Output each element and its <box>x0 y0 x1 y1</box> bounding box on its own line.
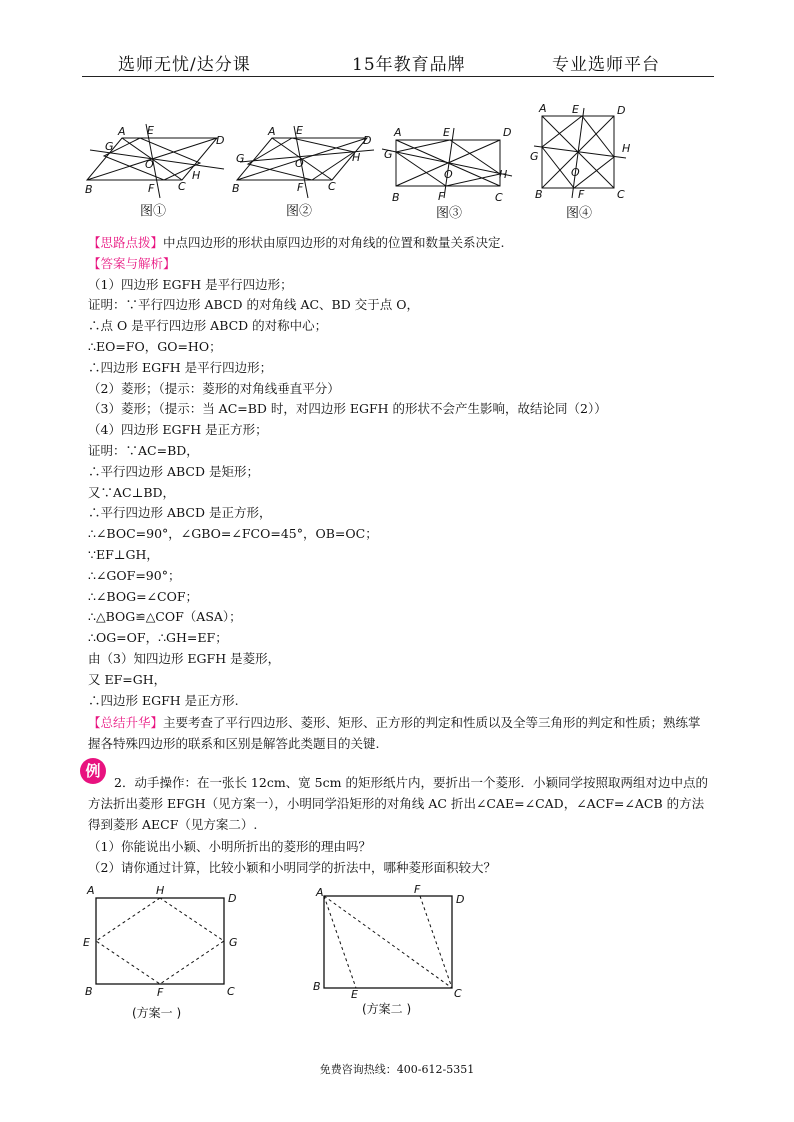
line-text: 中点四边形的形状由原四边形的对角线的位置和数量关系决定. <box>163 235 505 250</box>
summary-paragraph <box>88 712 710 754</box>
line-text: 证明：∵AC=BD， <box>88 442 199 458</box>
fig4-label-h: H <box>622 142 631 155</box>
fig1-label-d: D <box>216 134 225 147</box>
solution-line <box>88 295 728 316</box>
figure-4-caption: 图④ <box>566 206 593 221</box>
solution-line <box>88 358 728 379</box>
page-header <box>82 44 714 77</box>
example-text: 2．动手操作：在一张长 12cm、宽 5cm 的矩形纸片内，要折出一个菱形．小颖同学按照取两组对边中点的方法折出菱形 EFGH（见方案一），小明同学沿矩形的对角线 AC 折出∠CAE=∠CAD，∠ACF=∠ACB 的方法得到菱形 AECF（见方案二）. <box>88 775 708 832</box>
summary-text: 主要考查了平行四边形、菱形、矩形、正方形的判定和性质以及全等三角形的判定和性质；熟练掌握各特殊四边形的联系和区别是解答此类题目的关键. <box>88 715 701 751</box>
fig4-label-f: F <box>578 188 585 201</box>
line-text: ∴EO=FO，GO=HO； <box>88 338 222 354</box>
fig4-label-o: O <box>571 166 580 179</box>
line-text: （2）菱形；（提示：菱形的对角线垂直平分） <box>88 380 340 396</box>
question-2: （2）请你通过计算，比较小颖和小明同学的折法中，哪种菱形面积较大？ <box>88 860 496 875</box>
fig3-label-b: B <box>392 191 400 204</box>
fig1-label-g: G <box>105 140 114 153</box>
figure-4-square <box>522 94 642 206</box>
fig3-label-g: G <box>384 148 393 161</box>
figure-3-caption: 图③ <box>436 206 463 221</box>
line-text: ∴平行四边形 ABCD 是矩形； <box>88 463 259 479</box>
fig4-label-g: G <box>530 150 539 163</box>
solution-line <box>88 503 728 524</box>
fig1-label-o: O <box>145 158 154 171</box>
fig3-label-h: H <box>499 168 508 181</box>
fig1-label-c: C <box>178 180 186 193</box>
plan1-label-c: C <box>227 985 235 998</box>
example-badge: 例 <box>80 758 106 784</box>
fig4-label-a: A <box>539 102 547 115</box>
fig4-label-b: B <box>535 188 543 201</box>
line-text: 证明：∵平行四边形 ABCD 的对角线 AC、BD 交于点 O， <box>88 297 419 313</box>
fig2-label-h: H <box>352 151 361 164</box>
solution-line <box>88 628 728 649</box>
line-tag: 【答案与解析】 <box>88 255 176 271</box>
line-text: （1）四边形 EGFH 是平行四边形； <box>88 276 293 292</box>
fig4-label-d: D <box>617 104 626 117</box>
plan1-label-f: F <box>157 986 164 999</box>
figure-2-parallelogram <box>232 94 382 204</box>
solution-line <box>88 233 728 254</box>
line-text: 又 EF=GH， <box>88 671 167 687</box>
line-text: ∴平行四边形 ABCD 是正方形， <box>88 505 272 521</box>
line-text: 又∵AC⊥BD， <box>88 484 176 500</box>
fig3-label-c: C <box>495 191 503 204</box>
solution-line <box>88 483 728 504</box>
plan2-label-f: F <box>414 883 421 896</box>
plan1-label-a: A <box>87 884 95 897</box>
solution-line <box>88 691 728 712</box>
line-tag: 【思路点拨】 <box>88 235 164 250</box>
fig1-label-a: A <box>118 125 126 138</box>
solution-line <box>88 587 728 608</box>
line-text: ∴∠GOF=90°； <box>88 567 181 583</box>
figure-2-caption: 图② <box>286 204 313 219</box>
fig2-label-f: F <box>297 181 304 194</box>
figure-1-parallelogram <box>82 94 232 204</box>
header-middle-text: 15年教育品牌 <box>352 55 466 75</box>
line-text: ∴∠BOC=90°，∠GBO=∠FCO=45°，OB=OC； <box>88 526 378 542</box>
solution-line <box>88 670 728 691</box>
plan-1-figure <box>82 880 252 999</box>
line-text: （4）四边形 EGFH 是正方形； <box>88 422 268 438</box>
solution-line <box>88 462 728 483</box>
plan2-label-e: E <box>351 988 358 1001</box>
fig3-label-a: A <box>394 126 402 139</box>
fig2-label-c: C <box>328 180 336 193</box>
fig2-label-a: A <box>268 125 276 138</box>
plan-2-figure <box>310 880 480 1002</box>
fig1-label-b: B <box>85 183 93 196</box>
figure-row <box>82 94 722 224</box>
plan1-label-g: G <box>229 936 238 949</box>
line-text: ∴∠BOG=∠COF； <box>88 588 199 604</box>
plan2-label-c: C <box>454 987 462 1000</box>
line-text: ∵EF⊥GH， <box>88 546 159 562</box>
figure-3-rectangle <box>382 94 522 206</box>
solution-line <box>88 316 728 337</box>
line-text: ∴OG=OF，∴GH=EF； <box>88 630 228 646</box>
fig3-label-f: F <box>438 190 445 203</box>
figure-1-caption-box <box>138 94 139 95</box>
header-left-text: 选师无忧/达分课 <box>118 55 251 75</box>
plan2-label-d: D <box>456 893 465 906</box>
fig3-label-e: E <box>443 126 450 139</box>
plan1-label-d: D <box>228 892 237 905</box>
fig2-label-o: O <box>295 157 304 170</box>
fig4-label-c: C <box>617 188 625 201</box>
plan1-label-h: H <box>156 884 165 897</box>
line-text: 由（3）知四边形 EGFH 是菱形， <box>88 650 281 666</box>
solution-line <box>88 649 728 670</box>
solution-line <box>88 607 728 628</box>
fig2-label-b: B <box>232 182 240 195</box>
figure-1-caption: 图① <box>140 204 167 219</box>
solution-line <box>88 420 728 441</box>
fig3-label-d: D <box>503 126 512 139</box>
fig4-label-e: E <box>572 103 579 116</box>
footer-hotline: 免费咨询热线：400-612-5351 <box>319 1063 475 1076</box>
line-text: （3）菱形；（提示：当 AC=BD 时，对四边形 EGFH 的形状不会产生影响，故结论同（2）） <box>88 401 607 417</box>
header-right-text: 专业选师平台 <box>552 55 660 75</box>
solution-line <box>88 379 728 400</box>
fig1-label-h: H <box>192 169 201 182</box>
plan-2-caption: (方案二 ) <box>362 1002 412 1016</box>
solution-body <box>88 233 728 711</box>
fig2-label-e: E <box>296 124 303 137</box>
line-text: ∴△BOG≌△COF（ASA）； <box>88 609 242 625</box>
solution-line <box>88 441 728 462</box>
solution-line <box>88 399 728 420</box>
fig1-label-f: F <box>148 182 155 195</box>
line-text: ∴四边形 EGFH 是正方形. <box>88 692 239 708</box>
solution-line <box>88 275 728 296</box>
fig3-label-o: O <box>444 168 453 181</box>
fig2-label-d: D <box>363 134 372 147</box>
plan2-label-b: B <box>313 980 321 993</box>
solution-line <box>88 545 728 566</box>
question-1: （1）你能说出小颖、小明所折出的菱形的理由吗？ <box>88 839 371 854</box>
fig2-label-g: G <box>236 152 245 165</box>
solution-line <box>88 337 728 358</box>
plan2-label-a: A <box>316 886 324 899</box>
summary-tag: 【总结升华】 <box>88 715 164 730</box>
solution-line <box>88 254 728 275</box>
line-text: ∴点 O 是平行四边形 ABCD 的对称中心； <box>88 318 328 334</box>
plan1-label-b: B <box>85 985 93 998</box>
solution-line <box>88 524 728 545</box>
plan1-label-e: E <box>83 936 90 949</box>
solution-line <box>88 566 728 587</box>
line-text: ∴四边形 EGFH 是平行四边形； <box>88 359 273 375</box>
plan-1-caption: (方案一 ) <box>132 1006 182 1020</box>
fig1-label-e: E <box>147 124 154 137</box>
